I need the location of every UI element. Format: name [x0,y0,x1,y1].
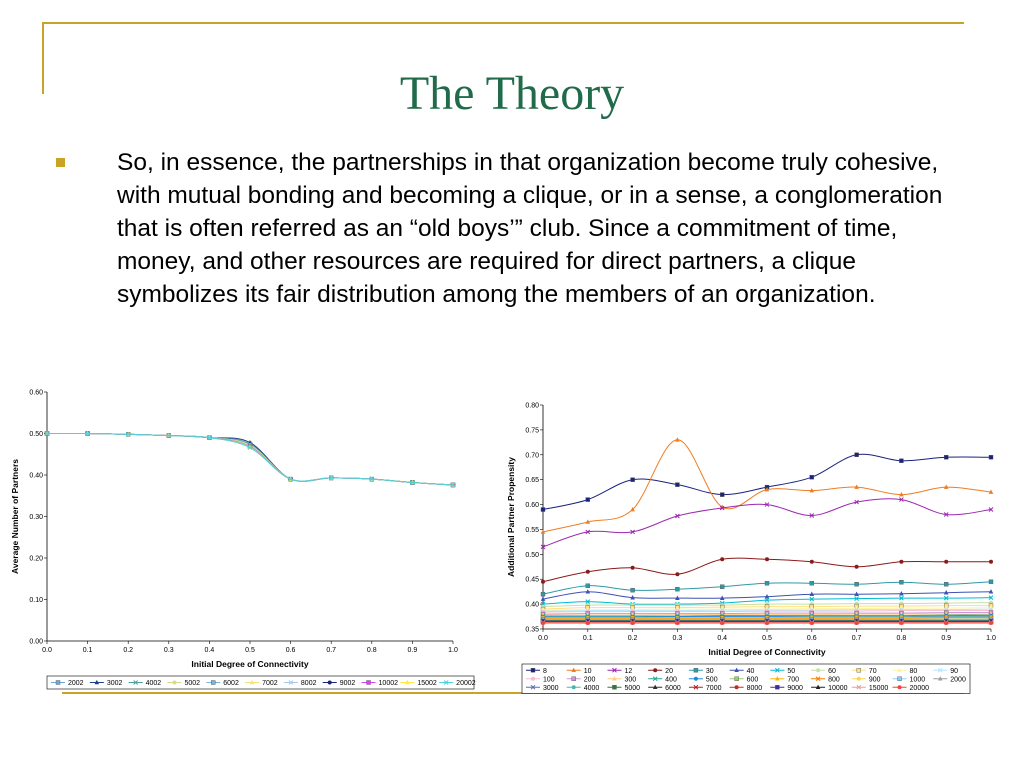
y-tick-label: 0.80 [525,402,539,410]
legend-label: 5000 [624,684,641,692]
y-tick-label: 0.55 [525,526,539,534]
x-tick-label: 0.7 [326,647,337,654]
legend-swatch-marker [857,668,861,672]
y-tick-label: 0.00 [29,638,43,646]
legend-label: 8002 [300,680,317,687]
y-tick-label: 0.35 [525,626,539,634]
data-point [899,560,903,564]
legend-swatch-marker [735,685,739,689]
y-tick-label: 0.10 [29,597,43,604]
y-tick-label: 0.65 [525,477,539,485]
legend-swatch-marker [898,685,902,689]
legend-swatch-marker [775,685,779,689]
data-point [586,570,590,574]
y-tick-label: 0.30 [29,514,43,521]
data-point [899,459,903,463]
data-point [765,581,769,585]
legend-swatch-marker [735,677,739,681]
x-tick-label: 0.3 [672,635,683,642]
x-tick-label: 0.7 [851,635,862,642]
legend-swatch-marker [531,677,535,681]
data-point [720,621,724,625]
x-tick-label: 1.0 [448,647,458,654]
legend-swatch-marker [531,668,535,672]
legend-label: 2000 [950,676,966,684]
legend-label: 12 [624,667,633,675]
legend-swatch-marker [694,677,698,681]
legend-label: 400 [665,676,677,684]
data-point [586,621,590,625]
data-point [675,621,679,625]
legend-label: 7002 [262,680,278,687]
legend-label: 8 [543,667,547,675]
legend-swatch-marker [172,681,176,685]
legend-swatch-marker [653,668,657,672]
data-point [855,621,859,625]
legend-label: 800 [828,676,840,684]
legend-label: 100 [543,676,555,684]
legend-swatch-marker [56,681,60,685]
data-point [675,572,679,576]
legend-label: 9002 [339,680,356,687]
data-point [765,621,769,625]
y-tick-label: 0.75 [525,427,539,435]
legend-label: 20 [665,667,673,675]
legend-label: 50 [787,667,796,675]
data-point [720,493,724,497]
x-tick-label: 0.6 [285,647,296,654]
slide-title: The Theory [399,67,625,120]
legend-swatch-marker [612,685,616,689]
legend-label: 8000 [746,684,763,692]
y-tick-label: 0.40 [525,601,539,609]
legend-label: 300 [624,676,637,684]
legend-label: 20000 [909,684,930,692]
legend-label: 2002 [68,680,84,687]
y-tick-label: 0.40 [29,472,43,480]
data-point [675,483,679,487]
legend-label: 4002 [145,680,162,687]
y-tick-label: 0.70 [525,452,539,460]
legend-swatch-marker [694,668,698,672]
x-tick-label: 0.4 [717,635,728,642]
data-point [541,580,545,584]
x-tick-label: 0.0 [538,635,548,642]
x-tick-label: 0.2 [123,647,134,654]
data-point [720,585,724,589]
data-point [631,588,635,592]
slide-body-text: So, in essence, the partnerships in that organization become truly cohesive, with mutual bonding and becoming a clique, or in a sense, a conglomeration that is often referred as an “old boys’” club. Since a commitment of time, money, and other resources are required for direct partners, a clique symbolizes its fair distribution among the members of an organization. [117,149,943,308]
data-point [810,621,814,625]
x-tick-label: 0.9 [407,647,418,654]
legend-swatch-marker [572,685,576,689]
y-axis-title: Average Number of Partners [10,459,20,574]
x-axis-title: Initial Degree of Connectivity [708,647,826,657]
data-point [944,621,948,625]
legend-label: 7000 [705,684,722,692]
data-point [765,557,769,561]
legend-label: 9000 [787,684,803,692]
legend-label: 20002 [456,680,476,687]
legend-label: 500 [705,676,718,684]
x-tick-label: 0.0 [42,647,52,654]
plot-area [47,392,453,641]
legend-label: 6000 [665,684,681,692]
data-point [989,621,993,625]
legend-label: 600 [746,676,759,684]
data-point [720,557,724,561]
data-point [989,455,993,459]
legend-label: 5002 [184,680,201,687]
x-tick-label: 0.1 [582,635,593,642]
legend-label: 40 [746,667,755,675]
y-tick-label: 0.45 [525,576,539,584]
data-point [541,621,545,625]
data-point [989,580,993,584]
data-point [631,566,635,570]
legend-label: 200 [583,676,596,684]
data-point [855,582,859,586]
x-tick-label: 0.2 [627,635,638,642]
legend-swatch-marker [898,677,902,681]
x-tick-label: 0.6 [806,635,817,642]
data-point [810,475,814,479]
data-point [944,455,948,459]
x-tick-label: 0.4 [204,647,215,654]
legend-swatch-marker [367,681,371,685]
legend [47,676,476,689]
legend-swatch-marker [816,668,820,672]
legend-label: 900 [868,676,881,684]
data-point [586,584,590,588]
legend-label: 60 [828,667,836,675]
x-tick-label: 0.3 [163,647,174,654]
data-point [586,498,590,502]
legend-label: 10000 [828,684,848,692]
y-tick-label: 0.60 [525,502,539,510]
x-tick-label: 0.5 [762,635,772,642]
x-tick-label: 0.1 [82,647,93,654]
legend-label: 90 [950,667,959,675]
data-point [899,621,903,625]
data-point [855,453,859,457]
x-tick-label: 1.0 [986,635,996,642]
data-point [810,581,814,585]
y-tick-label: 0.50 [525,551,539,559]
x-tick-label: 0.5 [245,647,255,654]
data-point [631,621,635,625]
legend-label: 3002 [106,680,123,687]
data-point [541,592,545,596]
legend [522,664,970,694]
legend-label: 10002 [378,680,399,687]
legend-label: 6002 [223,680,239,687]
legend-label: 1000 [909,676,926,684]
data-point [631,478,635,482]
y-tick-label: 0.50 [29,431,43,438]
data-point [675,587,679,591]
y-axis-title: Additional Partner Propensity [506,457,516,577]
x-tick-label: 0.8 [896,635,907,642]
legend-label: 700 [787,676,800,684]
x-tick-label: 0.9 [941,635,952,642]
legend-label: 4000 [583,684,600,692]
legend-label: 30 [705,667,714,675]
legend-label: 80 [909,667,918,675]
legend-swatch-marker [328,681,332,685]
legend-label: 15000 [868,684,889,692]
legend-label: 10 [583,667,592,675]
chart-1 [10,390,476,690]
y-tick-label: 0.20 [29,555,43,563]
legend-label: 15002 [417,680,437,687]
chart-2 [506,403,996,694]
legend-swatch-marker [211,681,215,685]
legend-label: 70 [868,667,877,675]
data-point [989,560,993,564]
x-axis-title: Initial Degree of Connectivity [191,659,309,669]
data-point [899,580,903,584]
x-tick-label: 0.8 [366,647,377,654]
y-tick-label: 0.60 [29,389,43,397]
data-point [944,560,948,564]
data-point [855,565,859,569]
legend-label: 3000 [543,684,559,692]
data-point [810,560,814,564]
legend-swatch-marker [572,677,576,681]
data-point [944,582,948,586]
data-point [541,508,545,512]
legend-swatch-marker [857,677,861,681]
